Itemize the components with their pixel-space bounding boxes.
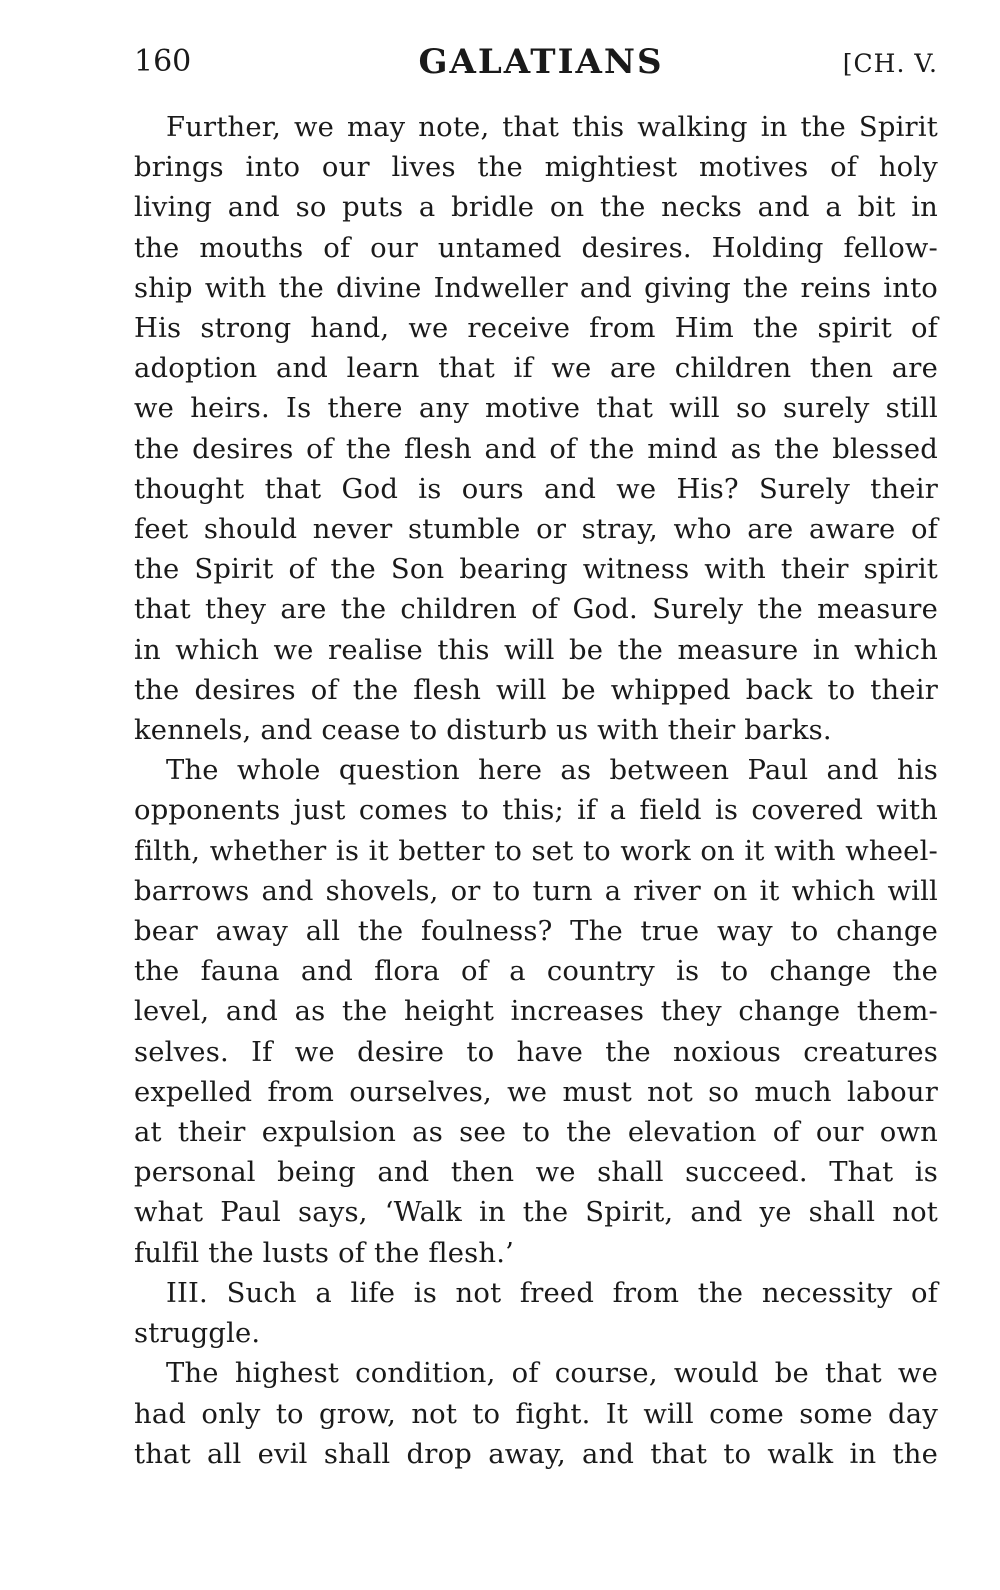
text-line: what Paul says, ‘Walk in the Spirit, and ye shall not [134, 1197, 938, 1229]
text-line: brings into our lives the mightiest motives of holy [134, 152, 938, 184]
text-line: Further, we may note, that this walking in the Spirit [166, 112, 938, 143]
paragraph-4 [134, 1354, 938, 1475]
text-line: the desires of the flesh and of the mind as the blessed [134, 433, 938, 465]
book-title: GALATIANS [418, 42, 664, 82]
section-heading-line: III. Such a life is not freed from the necessity of [166, 1277, 938, 1309]
text-line: expelled from ourselves, we must not so much labour [134, 1076, 938, 1108]
paragraph-1 [134, 108, 938, 751]
text-line: the Spirit of the Son bearing witness with their spirit [134, 554, 938, 586]
chapter-reference: [CH. V. [842, 49, 938, 78]
text-line: the fauna and flora of a country is to change the [134, 956, 938, 988]
text-line: fulfil the lusts of the flesh.’ [134, 1237, 515, 1269]
text-line: level, and as the height increases they change them- [134, 996, 938, 1028]
running-head [134, 40, 942, 84]
text-line: that all evil shall drop away, and that to walk in the [134, 1438, 938, 1470]
text-line: feet should never stumble or stray, who are aware of [134, 514, 938, 546]
text-line: adoption and learn that if we are children then are [134, 353, 938, 385]
text-line: filth, whether is it better to set to work on it with wheel- [134, 835, 938, 867]
text-line: in which we realise this will be the measure in which [134, 634, 938, 666]
text-line: ship with the divine Indweller and giving the reins into [134, 272, 938, 304]
text-line: the mouths of our untamed desires. Holding fellow- [134, 232, 938, 264]
text-line: that they are the children of God. Surely the measure [134, 594, 938, 626]
text-line: The highest condition, of course, would be that we [166, 1358, 938, 1390]
page-number: 160 [134, 44, 192, 79]
text-line: had only to grow, not to fight. It will come some day [134, 1398, 938, 1430]
text-line: bear away all the foulness? The true way to change [134, 916, 938, 948]
text-line: at their expulsion as see to the elevation of our own [134, 1117, 938, 1149]
text-line: The whole question here as between Paul and his [166, 755, 938, 787]
body-text [134, 108, 938, 1475]
text-line: thought that God is ours and we His? Surely their [134, 473, 938, 505]
text-line: personal being and then we shall succeed. That is [134, 1157, 938, 1189]
text-line: opponents just comes to this; if a field is covered with [134, 795, 938, 827]
text-line: His strong hand, we receive from Him the spirit of [134, 313, 938, 345]
paragraph-3-heading [134, 1274, 938, 1354]
text-line: kennels, and cease to disturb us with their barks. [134, 715, 832, 747]
text-line: the desires of the flesh will be whipped back to their [134, 674, 938, 706]
section-heading-line: struggle. [134, 1318, 261, 1350]
text-line: selves. If we desire to have the noxious creatures [134, 1036, 938, 1068]
text-line: we heirs. Is there any motive that will so surely still [134, 393, 938, 425]
text-line: barrows and shovels, or to turn a river on it which will [134, 875, 938, 907]
text-line: living and so puts a bridle on the necks and a bit in [134, 192, 938, 224]
paragraph-2 [134, 751, 938, 1274]
